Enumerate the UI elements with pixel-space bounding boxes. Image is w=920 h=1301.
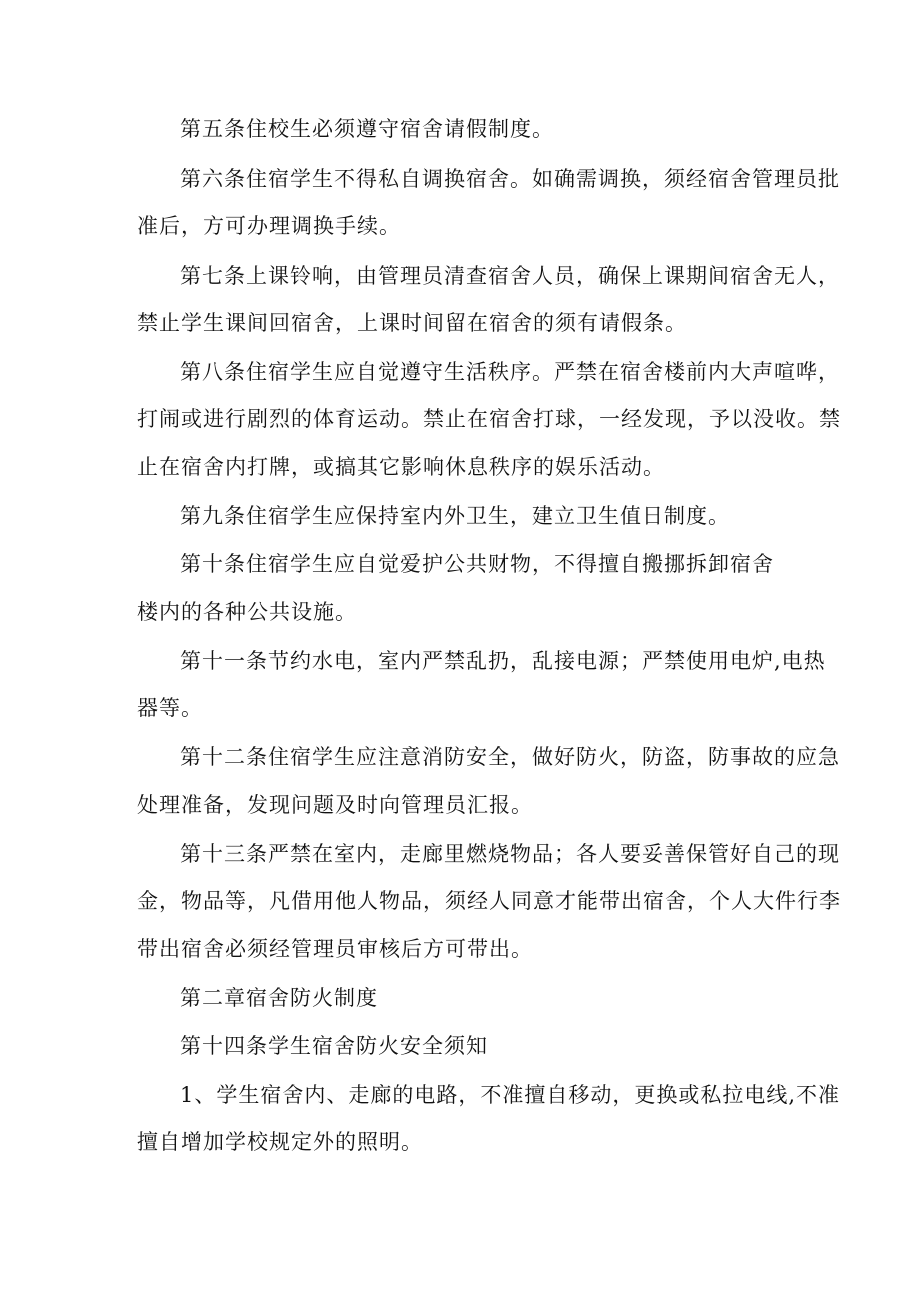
article-13-line-2: 金，物品等，凡借用他人物品，须经人同意才能带出宿舍，个人大件行李 [137, 889, 841, 913]
article-9-line-1: 第九条住宿学生应保持室内外卫生，建立卫生值日制度。 [180, 504, 730, 528]
article-11-line-2: 器等。 [137, 696, 203, 720]
article-7-line-2: 禁止学生课间回宿舍，上课时间留在宿舍的须有请假条。 [137, 311, 687, 335]
article-6-line-1: 第六条住宿学生不得私自调换宿舍。如确需调换，须经宿舍管理员批 [180, 167, 840, 191]
article-7-line-1: 第七条上课铃响，由管理员清查宿舍人员，确保上课期间宿舍无人， [180, 264, 840, 288]
article-13-line-1: 第十三条严禁在室内，走廊里燃烧物品；各人要妥善保管好自己的现 [180, 842, 840, 866]
article-13-line-3: 带出宿舍必须经管理员审核后方可带出。 [137, 937, 533, 961]
article-12-line-2: 处理准备，发现问题及时向管理员汇报。 [137, 793, 533, 817]
article-11-line-1: 第十一条节约水电，室内严禁乱扔，乱接电源；严禁使用电炉,电热 [180, 649, 826, 673]
article-8-line-3: 止在宿舍内打牌，或搞其它影响休息秩序的娱乐活动。 [137, 455, 665, 479]
article-6-line-2: 准后，方可办理调换手续。 [137, 214, 401, 238]
article-10-line-1: 第十条住宿学生应自觉爱护公共财物，不得擅自搬挪拆卸宿舍 [180, 552, 774, 576]
article-12-line-1: 第十二条住宿学生应注意消防安全，做好防火，防盗，防事故的应急 [180, 745, 840, 769]
article-14-item-1-line-2: 擅自增加学校规定外的照明。 [137, 1130, 423, 1154]
article-8-line-2: 打闹或进行剧烈的体育运动。禁止在宿舍打球，一经发现，予以没收。禁 [137, 407, 841, 431]
article-5-line-1: 第五条住校生必须遵守宿舍请假制度。 [180, 117, 554, 141]
article-8-line-1: 第八条住宿学生应自觉遵守生活秩序。严禁在宿舍楼前内大声喧哗， [180, 360, 840, 384]
chapter-2-heading: 第二章宿舍防火制度 [180, 986, 378, 1010]
article-14-heading: 第十四条学生宿舍防火安全须知 [180, 1034, 488, 1058]
article-14-item-1-line-1: 1、学生宿舍内、走廊的电路，不准擅自移动，更换或私拉电线,不准 [180, 1083, 841, 1107]
article-10-line-2: 楼内的各种公共设施。 [137, 600, 357, 624]
